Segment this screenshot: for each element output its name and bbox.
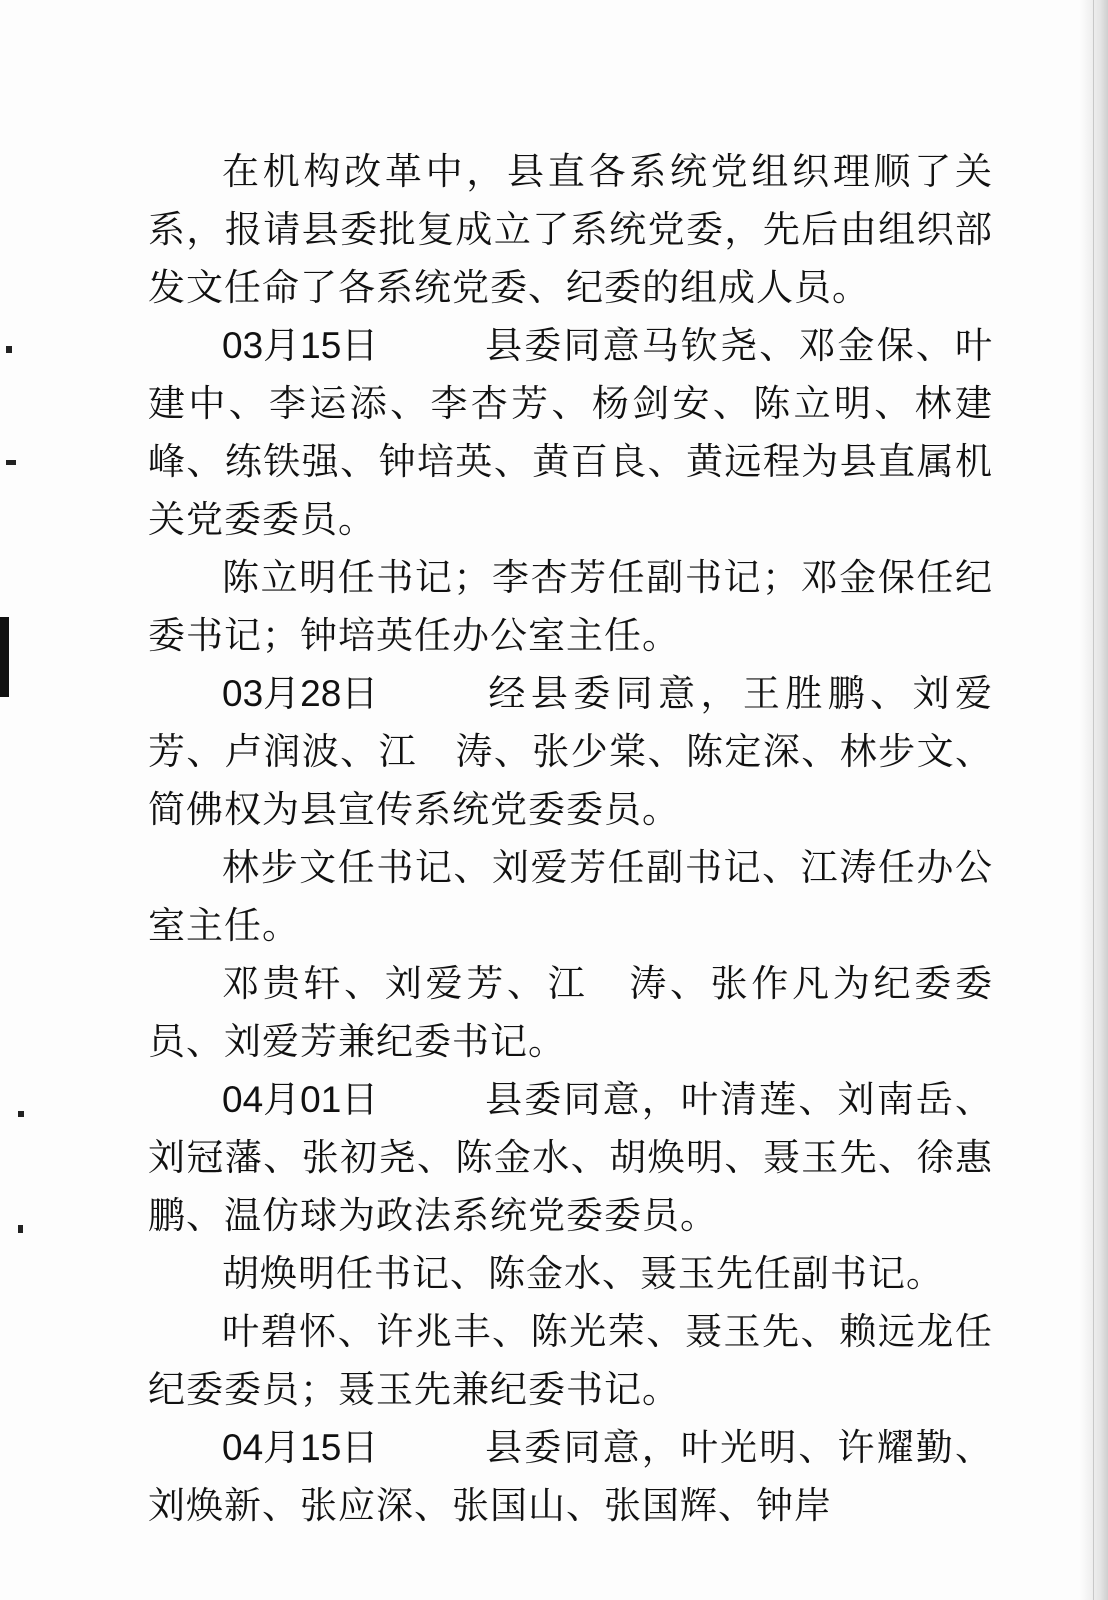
paragraph: 胡焕明任书记、陈金水、聂玉先任副书记。 xyxy=(222,1252,944,1295)
paragraph-dated xyxy=(148,317,993,549)
paragraph: 在机构改革中，县直各系统党组织理顺了关系，报请县委批复成立了系统党委，先后由组织部发文任命了各系统党委、纪委的组成人员。 xyxy=(148,150,993,309)
entry-date: 03月28日 xyxy=(222,673,379,714)
entry-date: 04月01日 xyxy=(222,1079,379,1120)
page-edge-line xyxy=(1093,0,1094,1600)
paragraph: 邓贵轩、刘爱芳、江 涛、张作凡为纪委委员、刘爱芳兼纪委书记。 xyxy=(148,962,993,1063)
entry-date: 04月15日 xyxy=(222,1427,379,1468)
binding-mark xyxy=(0,617,9,697)
entry-text: 县委同意马钦尧、邓金保、叶建中、李运添、李杏芳、杨剑安、陈立明、林建峰、练铁强、钟培英、黄百良、黄远程为县直属机关党委委员。 xyxy=(148,324,993,541)
entry-date: 03月15日 xyxy=(222,325,379,366)
scan-speck xyxy=(18,1225,23,1233)
paragraph-dated xyxy=(148,1071,993,1245)
page-edge-shadow xyxy=(1080,0,1108,1600)
paragraph-dated xyxy=(148,665,993,839)
entry-text: 县委同意，叶光明、许耀勤、刘焕新、张应深、张国山、张国辉、钟岸 xyxy=(148,1426,993,1527)
scan-speck xyxy=(6,460,16,465)
paragraph: 林步文任书记、刘爱芳任副书记、江涛任办公室主任。 xyxy=(148,846,993,947)
document-body xyxy=(148,143,993,1535)
scan-speck xyxy=(6,346,12,353)
paragraph: 叶碧怀、许兆丰、陈光荣、聂玉先、赖远龙任纪委委员；聂玉先兼纪委书记。 xyxy=(148,1310,993,1411)
scan-speck xyxy=(18,1111,24,1117)
entry-text: 县委同意，叶清莲、刘南岳、刘冠藩、张初尧、陈金水、胡焕明、聂玉先、徐惠鹏、温仿球为政法系统党委委员。 xyxy=(148,1078,993,1237)
paragraph-dated xyxy=(148,1419,993,1535)
entry-text: 经县委同意，王胜鹏、刘爱芳、卢润波、江 涛、张少棠、陈定深、林步文、简佛权为县宣传系统党委委员。 xyxy=(148,672,993,831)
paragraph: 陈立明任书记；李杏芳任副书记；邓金保任纪委书记；钟培英任办公室主任。 xyxy=(148,556,993,657)
